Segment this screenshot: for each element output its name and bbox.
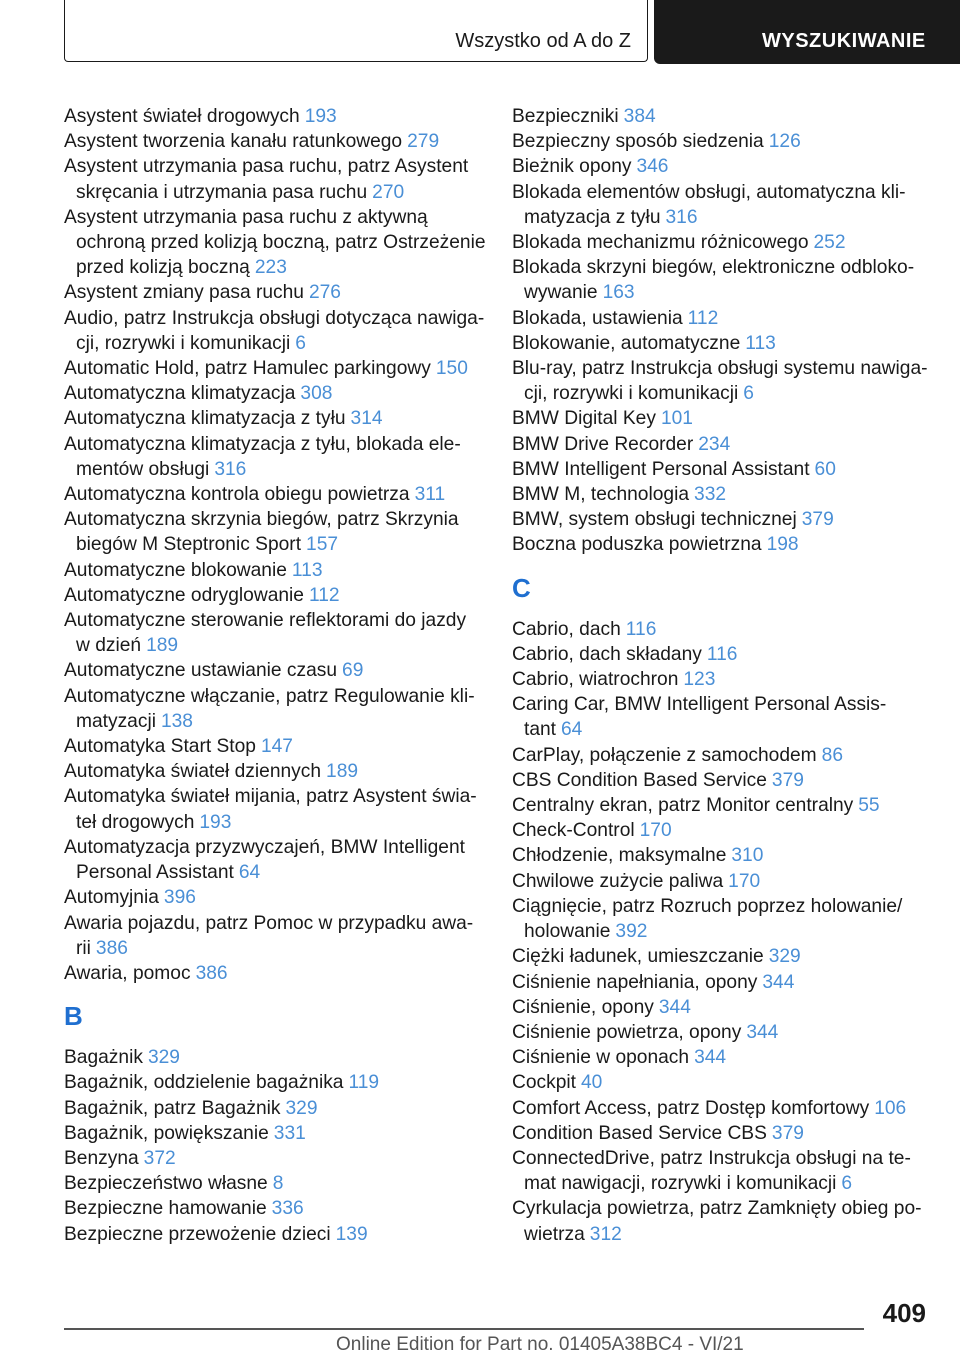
index-entry [64,608,482,633]
index-entry-text: Blokada, ustawienia [512,307,683,329]
index-entry [64,205,482,230]
index-entry-text: Asystent utrzymania pasa ruchu z aktywną [64,206,428,228]
index-entry [64,1146,482,1171]
page-reference-link[interactable]: 6 [743,383,754,405]
index-entry-text: Bezpieczne hamowanie [64,1198,267,1220]
page-reference-link[interactable]: 193 [199,811,232,833]
page-reference-link[interactable]: 314 [350,408,383,430]
tab-a-to-z-label: Wszystko od A do Z [455,30,631,52]
page-reference-link[interactable]: 336 [271,1198,304,1220]
index-entry-text: Awaria pojazdu, patrz Pomoc w przypadku awa‐ [64,912,474,934]
index-entry-text: CarPlay, połączenie z samochodem [512,744,817,766]
page-reference-link[interactable]: 316 [665,206,698,228]
index-entry-continuation [64,230,486,255]
index-entry [512,743,932,768]
page-reference-link[interactable]: 119 [348,1072,380,1094]
index-entry-text: CBS Condition Based Service [512,769,767,791]
index-entry-text: wietrza [524,1223,585,1245]
index-entry [512,843,932,868]
index-entry [64,784,482,809]
index-entry [64,406,482,431]
index-entry-text: Blokowanie, automatyczne [512,332,741,354]
index-entry [64,835,482,860]
page-reference-link[interactable]: 126 [768,131,801,153]
index-entry-text: Ciężki ładunek, umieszczanie [512,946,764,968]
page-reference-link[interactable]: 279 [407,131,440,153]
index-entry-text: BMW M, technologia [512,484,690,506]
index-entry-text: Automatyczna klimatyzacja z tyłu, blokada ele‐ [64,433,461,455]
index-entry-text: Cyrkulacja powietrza, patrz Zamknięty obieg po‐ [512,1198,922,1220]
page-reference-link[interactable]: 193 [304,106,337,127]
index-entry [64,885,482,910]
index-entry-continuation [64,860,482,885]
index-entry [512,1196,932,1221]
index-entry-text: Automatyczna klimatyzacja z tyłu [64,408,346,430]
index-entry [64,280,482,305]
index-entry-text: ConnectedDrive, patrz Instrukcja obsługi na te‐ [512,1147,911,1169]
index-entry-text: mentów obsługi [76,458,210,480]
index-entry-text: Bagażnik, oddzielenie bagażnika [64,1072,344,1094]
index-entry-continuation [512,381,932,406]
page-reference-link[interactable]: 116 [625,618,657,640]
index-entry-continuation [64,331,482,356]
index-entry-text: Asystent utrzymania pasa ruchu, patrz Asystent [64,156,469,178]
page-reference-link[interactable]: 163 [602,282,635,304]
index-entry-text: Comfort Access, patrz Dostęp komfortowy [512,1097,870,1119]
index-entry-text: Automatyczne blokowanie [64,559,287,581]
index-entry-continuation [512,205,932,230]
page-reference-link[interactable]: 234 [698,433,731,455]
page-reference-link[interactable]: 346 [636,156,669,178]
page-reference-link[interactable]: 379 [771,1122,804,1144]
page-reference-link[interactable]: 344 [762,971,795,993]
page-reference-link[interactable]: 310 [731,845,764,867]
index-entry [512,306,932,331]
page-reference-link[interactable]: 344 [658,996,691,1018]
index-entry [512,507,932,532]
index-entry-text: Automatic Hold, patrz Hamulec parkingowy [64,358,431,380]
page-reference-link[interactable]: 60 [814,458,836,480]
index-entry [512,869,932,894]
index-entry [512,356,932,381]
index-entry [512,1146,932,1171]
index-entry [64,961,482,986]
index-entry-text: Automatyczne sterowanie reflektorami do jazdy [64,610,467,632]
page-reference-link[interactable]: 113 [745,332,776,354]
index-entry-text: Automatyzacja przyzwyczajeń, BMW Intelligent [64,836,465,858]
index-entry-text: ochroną przed kolizją boczną, patrz Ostrzeżenie [76,232,486,254]
page-reference-link[interactable]: 113 [291,559,323,581]
index-entry-text: Personal Assistant [76,862,234,884]
index-entry [64,154,482,179]
index-entry [64,306,485,331]
index-entry-text: biegów M Steptronic Sport [76,534,302,556]
index-entry-text: mat nawigacji, rozrywki i komunikacji [524,1173,837,1195]
page-reference-link[interactable]: 150 [435,358,468,380]
page-reference-link[interactable]: 101 [660,408,693,430]
index-entry-text: BMW Digital Key [512,408,656,430]
index-entry-text: cji, rozrywki i komunikacji [76,332,291,354]
index-entry [64,1045,482,1070]
index-entry-text: wywanie [524,282,598,304]
index-entry [64,911,482,936]
index-entry [64,1222,482,1247]
tab-a-to-z[interactable] [64,0,648,62]
footer-edition-text: Online Edition for Part no. 01405A38BC4 - VI/21 [336,1334,744,1355]
page-reference-link[interactable]: 6 [841,1173,853,1195]
index-entry-text: tant [524,719,557,741]
page-reference-link[interactable]: 379 [771,769,804,791]
index-entry [512,818,932,843]
page-reference-link[interactable]: 64 [238,862,261,884]
index-entry [512,154,932,179]
index-entry [512,894,932,919]
index-letter-heading: C [512,572,531,603]
index-entry-text: Automatyczne ustawianie czasu [64,660,338,682]
index-entry-text: Ciśnienie, opony [512,996,654,1018]
index-entry-text: Automyjnia [64,887,159,909]
footer-divider [64,1328,864,1330]
index-entry-text: przed kolizją boczną [76,257,250,279]
index-entry-text: Bagażnik [64,1047,143,1069]
index-entry-text: Automatyczne włączanie, patrz Regulowanie kli‐ [64,685,475,707]
index-entry [512,970,932,995]
index-entry [64,482,482,507]
index-entry [512,255,932,280]
index-entry-text: skręcania i utrzymania pasa ruchu [76,181,368,203]
page-reference-link[interactable]: 157 [306,534,339,556]
index-entry [64,432,482,457]
index-entry [512,944,932,969]
page-number: 409 [882,1298,926,1328]
index-entry-continuation [64,810,482,835]
page-reference-link[interactable]: 384 [623,106,656,127]
index-entry [64,356,482,381]
index-entry-text: Blu-ray, patrz Instrukcja obsługi systemu nawiga‐ [512,358,928,380]
index-entry [64,658,482,683]
index-entry-text: Asystent zmiany pasa ruchu [64,282,304,304]
index-entry-text: Bagażnik, powiększanie [64,1122,269,1144]
tab-search[interactable] [654,0,960,64]
index-entry-text: Centralny ekran, patrz Monitor centralny [512,795,854,817]
index-entry [64,507,482,532]
index-entry-continuation [512,919,932,944]
index-entry [512,129,932,154]
index-entry [512,230,932,255]
page-reference-link[interactable]: 329 [768,946,801,968]
index-entry-text: Automatyka świateł mijania, patrz Asystent świa‐ [64,786,477,808]
index-entry-continuation [64,633,482,658]
index-entry-text: rii [76,937,91,959]
page-reference-link[interactable]: 189 [146,635,179,657]
index-entry-text: matyzacja z tyłu [524,206,661,228]
index-entry [64,558,482,583]
index-entry [512,768,932,793]
index-entry-text: Automatyczna skrzynia biegów, patrz Skrzynia [64,509,459,531]
page-reference-link[interactable]: 372 [143,1147,176,1169]
index-entry [64,734,482,759]
page-reference-link[interactable]: 386 [95,937,128,959]
page-reference-link[interactable]: 344 [746,1021,779,1043]
page-reference-link[interactable]: 312 [589,1223,622,1245]
index-entry-text: Caring Car, BMW Intelligent Personal Assis‐ [512,694,887,716]
index-entry [512,331,932,356]
index-entry [64,1121,482,1146]
page-reference-link[interactable]: 223 [254,257,287,279]
index-entry-text: w dzień [76,635,142,657]
index-entry-text: matyzacji [76,710,156,732]
index-entry-text: Bieżnik opony [512,156,632,178]
index-entry [512,692,932,717]
page-reference-link[interactable]: 147 [260,736,293,758]
page-reference-link[interactable]: 379 [801,509,834,531]
page-reference-link[interactable]: 332 [694,484,727,506]
page-reference-link[interactable]: 396 [163,887,196,909]
header-tabs [64,0,960,64]
index-entry-continuation [64,180,482,205]
page-reference-link[interactable]: 112 [308,584,340,606]
index-entry-text: Automatyczna klimatyzacja [64,383,296,405]
index-entry-continuation [512,717,932,742]
index-entry-text: Automatyczne odryglowanie [64,584,304,606]
page-reference-link[interactable]: 116 [706,643,738,665]
index-entry-text: teł drogowych [76,811,195,833]
index-entry [512,793,932,818]
index-entry-text: BMW Drive Recorder [512,433,694,455]
page-reference-link[interactable]: 198 [766,534,799,556]
page-reference-link[interactable]: 123 [683,669,716,691]
index-entry-text: Condition Based Service CBS [512,1122,767,1144]
index-entry-text: Blokada skrzyni biegów, elektroniczne odbloko‐ [512,257,915,279]
index-column-right [512,104,932,1247]
index-entry [512,1121,932,1146]
page-reference-link[interactable]: 170 [639,820,672,842]
index-entry-text: Boczna poduszka powietrzna [512,534,762,556]
index-entry-text: Automatyka Start Stop [64,736,256,758]
page-reference-link[interactable]: 112 [687,307,719,329]
page-reference-link[interactable]: 6 [295,332,306,354]
index-entry-text: Blokada mechanizmu różnicowego [512,232,809,254]
index-entry-text: Asystent tworzenia kanału ratunkowego [64,131,403,153]
index-entry-continuation [512,1222,932,1247]
index-entry [512,1096,932,1121]
index-entry-text: cji, rozrywki i komunikacji [524,383,739,405]
index-entry [512,180,932,205]
page-reference-link[interactable]: 138 [160,710,193,732]
index-entry [512,1020,932,1045]
page-reference-link[interactable]: 139 [335,1223,368,1245]
index-entry-text: Benzyna [64,1147,139,1169]
page-reference-link[interactable]: 311 [414,484,446,506]
index-entry [512,642,932,667]
index-entry [64,684,482,709]
page-reference-link[interactable]: 276 [308,282,341,304]
index-entry [64,381,482,406]
index-entry [512,482,932,507]
index-entry [512,406,932,431]
index-entry [64,104,482,129]
index-entry-text: Cabrio, wiatrochron [512,669,679,691]
index-column-left [64,104,486,1247]
index-entry [64,1196,482,1221]
page-reference-link[interactable]: 344 [694,1047,727,1069]
page-reference-link[interactable]: 106 [874,1097,907,1119]
index-entry-text: Cabrio, dach [512,618,621,640]
index-entry [64,759,482,784]
index-entry-text: Ciśnienie w oponach [512,1047,690,1069]
index-entry-text: Blokada elementów obsługi, automatyczna kli‐ [512,181,906,203]
index-entry-text: Chwilowe zużycie paliwa [512,870,724,892]
page-reference-link[interactable]: 86 [821,744,844,766]
index-entry [64,129,482,154]
index-entry [512,432,932,457]
index-entry-text: Audio, patrz Instrukcja obsługi dotycząca nawiga‐ [64,307,485,329]
tab-search-label: WYSZUKIWANIE [762,30,926,52]
index-entry-text: holowanie [524,921,611,943]
index-entry [512,995,932,1020]
index-entry [64,1171,482,1196]
page-reference-link[interactable]: 270 [372,181,405,203]
index-entry [512,617,932,642]
index-entry-text: Bezpieczne przewożenie dzieci [64,1223,331,1245]
index-entry-continuation [64,255,482,280]
index-entry [512,532,932,557]
index-entry-text: Bezpieczniki [512,106,619,127]
index-entry-text: Asystent świateł drogowych [64,106,300,127]
index-entry-text: BMW Intelligent Personal Assistant [512,458,810,480]
index-entry-text: Ciągnięcie, patrz Rozruch poprzez holowanie/ [512,895,903,917]
index-entry-text: Automatyczna kontrola obiegu powietrza [64,484,410,506]
index-entry [512,1045,932,1070]
page-reference-link[interactable]: 331 [273,1122,306,1144]
page-reference-link[interactable]: 329 [147,1047,180,1069]
index-entry-text: BMW, system obsługi technicznej [512,509,797,531]
index-entry-text: Ciśnienie powietrza, opony [512,1021,742,1043]
page-reference-link[interactable]: 392 [615,921,648,943]
index-entry-text: Chłodzenie, maksymalne [512,845,727,867]
index-entry-continuation [64,709,482,734]
index-entry-continuation [64,457,482,482]
page-reference-link[interactable]: 316 [214,458,247,480]
index-entry-text: Bezpieczeństwo własne [64,1173,268,1195]
index-entry [512,104,932,129]
index-entry-continuation [64,936,482,961]
index-entry [512,457,932,482]
page-reference-link[interactable]: 69 [342,660,364,682]
page-reference-link[interactable]: 308 [300,383,333,405]
page-reference-link[interactable]: 64 [561,719,583,741]
index-entry [512,1070,932,1095]
index-entry [64,583,482,608]
index-entry-text: Bagażnik, patrz Bagażnik [64,1097,281,1119]
index-entry-continuation [64,532,482,557]
index-entry-text: Check-Control [512,820,635,842]
index-entry [64,1070,482,1095]
page-reference-link[interactable]: 55 [858,795,880,817]
page-reference-link[interactable]: 189 [326,761,359,783]
index-entry-text: Cockpit [512,1072,576,1094]
index-entry-continuation [512,280,932,305]
page-reference-link[interactable]: 8 [272,1173,284,1195]
index-entry-text: Awaria, pomoc [64,962,191,984]
index-entry [512,667,932,692]
page-reference-link[interactable]: 329 [285,1097,318,1119]
index-entry [64,1096,482,1121]
page-reference-link[interactable]: 386 [195,962,228,984]
index-entry-text: Cabrio, dach składany [512,643,702,665]
index-letter-heading: B [64,1001,83,1032]
index-entry-text: Automatyka świateł dziennych [64,761,322,783]
page-reference-link[interactable]: 40 [580,1072,603,1094]
index-entry-text: Ciśnienie napełniania, opony [512,971,758,993]
index-entry-continuation [512,1171,932,1196]
page-reference-link[interactable]: 170 [728,870,761,892]
page-reference-link[interactable]: 252 [813,232,846,254]
index-entry-text: Bezpieczny sposób siedzenia [512,131,764,153]
